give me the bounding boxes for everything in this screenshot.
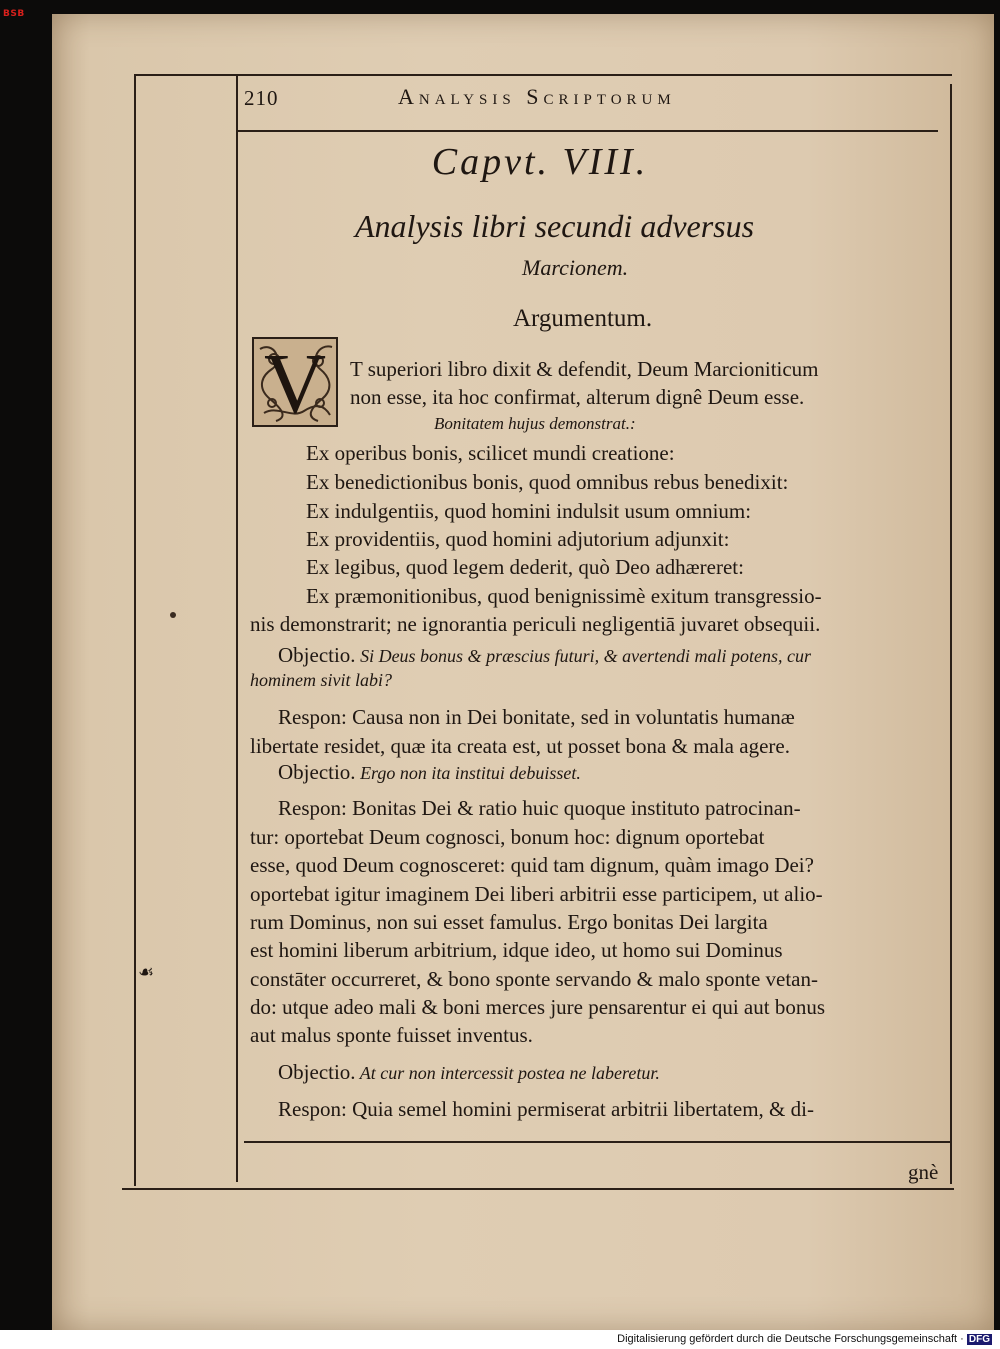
frame-left-outer-rule	[134, 74, 136, 1186]
text-line: esse, quod Deum cognosceret: quid tam dignum, quàm imago Dei?	[250, 853, 814, 877]
text-line: Respon: Quia semel homini permiserat arbitrii libertatem, & di-	[278, 1097, 814, 1121]
dfg-logo: DFG	[968, 1334, 990, 1345]
page-number: 210	[244, 86, 279, 110]
text-line: Objectio. At cur non intercessit postea ne laberetur.	[278, 1060, 660, 1084]
margin-mark	[170, 612, 176, 618]
margin-glyph: ☙	[138, 962, 155, 982]
text-line: Ex operibus bonis, scilicet mundi creatione:	[306, 441, 675, 465]
text-line: do: utque adeo mali & boni merces jure pensarentur ei qui aut bonus	[250, 995, 826, 1019]
chapter-heading: Capvt. VIII.	[431, 141, 649, 183]
text-line: Respon: Causa non in Dei bonitate, sed in voluntatis humanæ	[278, 705, 795, 729]
credit-text: Digitalisierung gefördert durch die Deutsche Forschungsgemeinschaft	[617, 1333, 958, 1345]
text-line: Objectio. Si Deus bonus & præscius futuri, & avertendi mali potens, cur	[278, 643, 812, 667]
frame-top-rule	[134, 74, 952, 76]
text-line: est homini liberum arbitrium, idque ideo, ut homo sui Dominus	[250, 938, 783, 962]
header-rule	[238, 130, 938, 132]
text-line: Ex benedictionibus bonis, quod omnibus rebus benedixit:	[306, 470, 789, 494]
text-line: Ex præmonitionibus, quod benignissimè exitum transgressio-	[306, 584, 822, 608]
text-line: non esse, ita hoc confirmat, alterum dignê Deum esse.	[350, 385, 805, 409]
argument-heading: Argumentum.	[513, 305, 653, 332]
text-line: Ex providentiis, quod homini adjutorium adjunxit:	[306, 527, 730, 551]
library-watermark: BSB	[3, 9, 25, 19]
frame-left-inner-rule	[236, 76, 238, 1182]
initial-letter: V	[263, 337, 327, 427]
decorated-initial	[252, 337, 338, 427]
footer-rule-upper	[244, 1141, 950, 1143]
chapter-title-line2: Marcionem.	[522, 255, 629, 280]
text-line: Respon: Bonitas Dei & ratio huic quoque instituto patrocinan-	[278, 796, 801, 820]
frame-bottom-rule	[122, 1188, 954, 1190]
text-line: oportebat igitur imaginem Dei liberi arbitrii esse participem, ut alio-	[250, 882, 823, 906]
text-line: tur: oportebat Deum cognosci, bonum hoc: dignum oportebat	[250, 825, 765, 849]
text-line: aut malus sponte fuisset inventus.	[250, 1023, 533, 1047]
text-line: Bonitatem hujus demonstrat.:	[434, 414, 636, 433]
text-line: Ex legibus, quod legem dederit, quò Deo adhæreret:	[306, 555, 744, 579]
running-title: Analysis Scriptorum	[398, 84, 676, 109]
text-line: T superiori libro dixit & defendit, Deum Marcioniticum	[350, 357, 819, 381]
catchword: gnè	[908, 1160, 939, 1184]
text-line: constāter occurreret, & bono sponte servando & malo sponte vetan-	[250, 967, 818, 991]
text-line: libertate residet, quæ ita creata est, ut posset bona & mala agere.	[250, 734, 790, 758]
chapter-title-line1: Analysis libri secundi adversus	[355, 208, 755, 244]
frame-right-rule	[950, 84, 952, 1184]
text-line: nis demonstrarit; ne ignorantia periculi negligentiā juvaret obsequii.	[250, 612, 821, 636]
text-line: hominem sivit labi?	[250, 670, 392, 690]
text-line: Ex indulgentiis, quod homini indulsit usum omnium:	[306, 499, 752, 523]
credit-line: Digitalisierung gefördert durch die Deutsche Forschungsgemeinschaft · DFG	[617, 1333, 990, 1345]
text-line: Objectio. Ergo non ita institui debuisset.	[278, 760, 581, 784]
text-line: rum Dominus, non sui esset famulus. Ergo bonitas Dei largita	[250, 910, 768, 934]
